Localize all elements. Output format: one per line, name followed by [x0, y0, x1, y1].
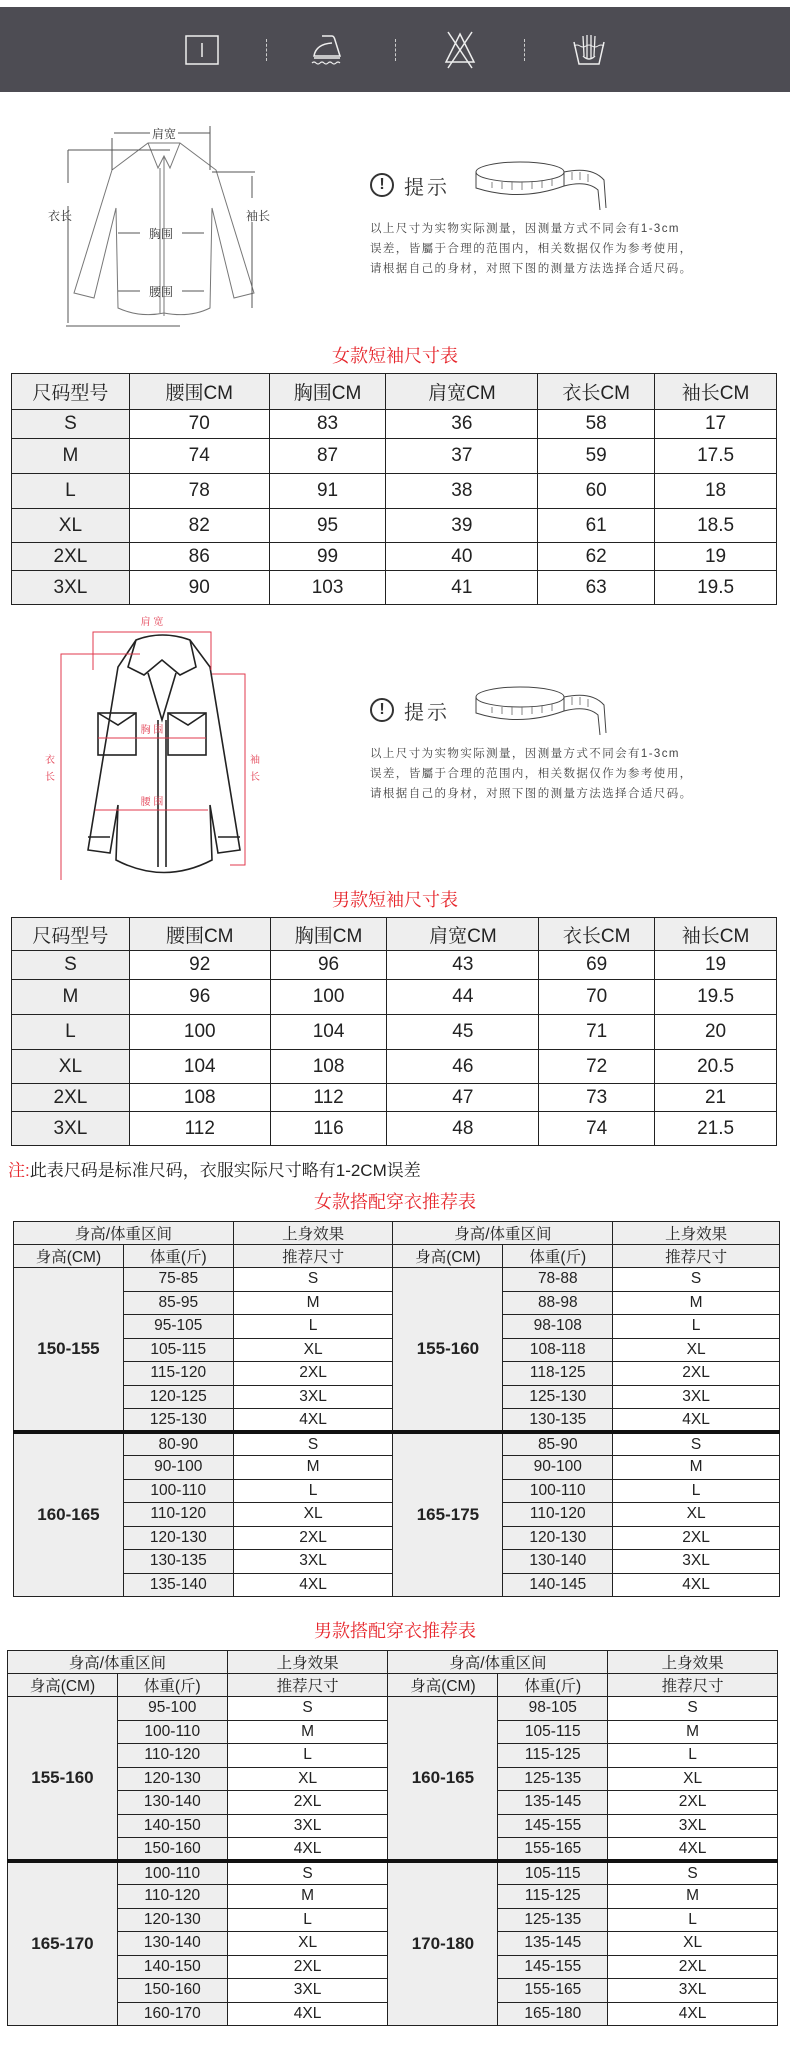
men-size-table	[11, 917, 777, 1146]
header-weight: 体重(斤)	[498, 1674, 608, 1697]
men-shirt-measure-diagram	[40, 605, 280, 880]
header-size: 推荐尺寸	[227, 1674, 388, 1697]
label-sleeve: 长	[250, 772, 260, 783]
header-height: 身高(CM)	[8, 1674, 118, 1697]
recommended-size: M	[227, 1885, 388, 1909]
col-header: 腰围CM	[129, 918, 270, 951]
table-row	[14, 1432, 780, 1456]
weight-range: 120-130	[117, 1767, 227, 1791]
recommended-size: 4XL	[233, 1409, 393, 1433]
header-range: 身高/体重区间	[393, 1222, 613, 1245]
care-symbols-bar	[0, 7, 790, 92]
men-rec-title: 男款搭配穿衣推荐表	[314, 1621, 476, 1641]
height-range: 150-155	[14, 1268, 124, 1433]
weight-range: 110-120	[117, 1885, 227, 1909]
label-sleeve: 袖	[250, 755, 260, 766]
tip-title: 提示	[404, 701, 450, 724]
weight-range: 75-85	[123, 1268, 233, 1292]
weight-range: 155-165	[498, 1979, 608, 2003]
recommended-size: 2XL	[613, 1526, 780, 1550]
weight-range: 135-140	[123, 1573, 233, 1597]
header-effect: 上身效果	[233, 1222, 393, 1245]
weight-range: 105-115	[123, 1338, 233, 1362]
hand-wash-icon	[559, 25, 619, 75]
table-row: 3XL 112 116 48 74 21.5	[12, 1112, 777, 1146]
header-range: 身高/体重区间	[14, 1222, 234, 1245]
weight-range: 135-145	[498, 1791, 608, 1815]
recommended-size: 4XL	[608, 2002, 778, 2026]
recommended-size: S	[233, 1432, 393, 1456]
height-range: 160-165	[14, 1432, 124, 1597]
tape-measure-icon	[472, 158, 612, 213]
weight-range: 145-155	[498, 1814, 608, 1838]
recommended-size: S	[233, 1268, 393, 1292]
weight-range: 145-155	[498, 1955, 608, 1979]
weight-range: 78-88	[503, 1268, 613, 1292]
weight-range: 140-150	[117, 1814, 227, 1838]
weight-range: 105-115	[498, 1861, 608, 1885]
height-range: 160-165	[388, 1697, 498, 1862]
recommended-size: 3XL	[608, 1814, 778, 1838]
weight-range: 100-110	[123, 1479, 233, 1503]
header-effect: 上身效果	[608, 1651, 778, 1674]
recommended-size: XL	[613, 1338, 780, 1362]
women-shirt-measure-diagram	[40, 108, 280, 328]
table-row: 2XL 108 112 47 73 21	[12, 1084, 777, 1112]
tip-line: 误差，皆屬于合理的范围内，相关数据仅作为参考使用，	[370, 768, 693, 780]
weight-range: 150-160	[117, 1838, 227, 1862]
header-weight: 体重(斤)	[123, 1245, 233, 1268]
weight-range: 110-120	[123, 1503, 233, 1527]
label-shoulder: 肩 宽	[140, 617, 164, 628]
header-height: 身高(CM)	[393, 1245, 503, 1268]
weight-range: 130-140	[503, 1550, 613, 1574]
height-range: 155-160	[8, 1697, 118, 1862]
recommended-size: M	[233, 1291, 393, 1315]
weight-range: 160-170	[117, 2002, 227, 2026]
size-note	[8, 1156, 421, 1181]
header-size: 推荐尺寸	[233, 1245, 393, 1268]
recommended-size: 4XL	[227, 2002, 388, 2026]
recommended-size: 2XL	[227, 1791, 388, 1815]
col-header: 尺码型号	[12, 374, 130, 410]
tip-line: 以上尺寸为实物实际测量，因测量方式不同会有1-3cm	[370, 748, 680, 760]
tip-title: 提示	[404, 176, 450, 199]
note-prefix: 注:	[8, 1161, 30, 1180]
recommended-size: M	[613, 1456, 780, 1480]
recommended-size: 3XL	[613, 1385, 780, 1409]
recommended-size: 3XL	[233, 1550, 393, 1574]
recommended-size: L	[613, 1315, 780, 1339]
men-size-title: 男款短袖尺寸表	[332, 890, 458, 910]
table-row: L 78 91 38 60 18	[12, 474, 777, 509]
header-size: 推荐尺寸	[613, 1245, 780, 1268]
col-header: 腰围CM	[129, 374, 269, 410]
recommended-size: 2XL	[613, 1362, 780, 1386]
tip-line: 误差，皆屬于合理的范围内，相关数据仅作为参考使用，	[370, 243, 693, 255]
recommended-size: S	[608, 1861, 778, 1885]
header-effect: 上身效果	[227, 1651, 388, 1674]
table-row: M 74 87 37 59 17.5	[12, 439, 777, 474]
table-row	[8, 1861, 778, 1885]
recommended-size: XL	[613, 1503, 780, 1527]
women-recommendation-table	[13, 1221, 780, 1597]
label-shoulder: 肩宽	[151, 127, 177, 141]
recommended-size: L	[233, 1479, 393, 1503]
recommended-size: 2XL	[608, 1791, 778, 1815]
recommended-size: XL	[233, 1503, 393, 1527]
label-sleeve: 袖长	[245, 209, 271, 223]
separator	[266, 39, 267, 61]
weight-range: 90-100	[503, 1456, 613, 1480]
no-bleach-icon	[430, 25, 490, 75]
weight-range: 140-145	[503, 1573, 613, 1597]
header-weight: 体重(斤)	[503, 1245, 613, 1268]
recommended-size: M	[608, 1720, 778, 1744]
recommended-size: 4XL	[608, 1838, 778, 1862]
weight-range: 120-130	[123, 1526, 233, 1550]
tip-line: 请根据自己的身材，对照下图的测量方法选择合适尺码。	[370, 788, 693, 800]
height-range: 165-170	[8, 1861, 118, 2026]
recommended-size: L	[227, 1744, 388, 1768]
header-range: 身高/体重区间	[8, 1651, 228, 1674]
weight-range: 135-145	[498, 1932, 608, 1956]
height-range: 155-160	[393, 1268, 503, 1433]
recommended-size: 2XL	[233, 1362, 393, 1386]
table-row: S 70 83 36 58 17	[12, 410, 777, 439]
weight-range: 118-125	[503, 1362, 613, 1386]
weight-range: 130-140	[117, 1932, 227, 1956]
weight-range: 85-90	[503, 1432, 613, 1456]
iron-low-icon	[301, 25, 361, 75]
weight-range: 165-180	[498, 2002, 608, 2026]
label-waist: 腰围	[148, 285, 174, 299]
measurement-tip	[370, 680, 770, 804]
recommended-size: L	[227, 1908, 388, 1932]
separator	[524, 39, 525, 61]
height-range: 165-175	[393, 1432, 503, 1597]
exclamation-icon: !	[370, 173, 394, 197]
recommended-size: L	[233, 1315, 393, 1339]
measurement-tip	[370, 155, 770, 279]
col-header: 尺码型号	[12, 918, 130, 951]
header-size: 推荐尺寸	[608, 1674, 778, 1697]
tip-line: 以上尺寸为实物实际测量，因测量方式不同会有1-3cm	[370, 223, 680, 235]
col-header: 衣长CM	[539, 918, 655, 951]
label-waist: 腰 围	[140, 797, 164, 808]
recommended-size: L	[608, 1744, 778, 1768]
note-text: 此表尺码是标准尺码，衣服实际尺寸略有1-2CM误差	[29, 1161, 421, 1180]
table-row: XL 82 95 39 61 18.5	[12, 509, 777, 543]
weight-range: 130-140	[117, 1791, 227, 1815]
recommended-size: 3XL	[613, 1550, 780, 1574]
recommended-size: 3XL	[227, 1814, 388, 1838]
table-row: 2XL 86 99 40 62 19	[12, 543, 777, 571]
col-header: 胸围CM	[269, 374, 386, 410]
recommended-size: M	[613, 1291, 780, 1315]
men-recommendation-table	[7, 1650, 778, 2026]
recommended-size: XL	[233, 1338, 393, 1362]
table-row: M 96 100 44 70 19.5	[12, 980, 777, 1015]
recommended-size: M	[233, 1456, 393, 1480]
col-header: 袖长CM	[655, 918, 777, 951]
weight-range: 100-110	[117, 1720, 227, 1744]
recommended-size: XL	[227, 1932, 388, 1956]
weight-range: 120-125	[123, 1385, 233, 1409]
weight-range: 98-105	[498, 1697, 608, 1721]
recommended-size: 4XL	[233, 1573, 393, 1597]
recommended-size: S	[613, 1432, 780, 1456]
recommended-size: 2XL	[233, 1526, 393, 1550]
recommended-size: XL	[608, 1932, 778, 1956]
header-effect: 上身效果	[613, 1222, 780, 1245]
recommended-size: 4XL	[613, 1573, 780, 1597]
weight-range: 85-95	[123, 1291, 233, 1315]
weight-range: 105-115	[498, 1720, 608, 1744]
recommended-size: 3XL	[227, 1979, 388, 2003]
tip-line: 请根据自己的身材，对照下图的测量方法选择合适尺码。	[370, 263, 693, 275]
weight-range: 88-98	[503, 1291, 613, 1315]
recommended-size: S	[608, 1697, 778, 1721]
weight-range: 115-120	[123, 1362, 233, 1386]
header-height: 身高(CM)	[14, 1245, 124, 1268]
weight-range: 120-130	[117, 1908, 227, 1932]
label-length: 衣长	[47, 209, 73, 223]
weight-range: 90-100	[123, 1456, 233, 1480]
header-height: 身高(CM)	[388, 1674, 498, 1697]
recommended-size: 2XL	[608, 1955, 778, 1979]
recommended-size: M	[227, 1720, 388, 1744]
table-row	[14, 1268, 780, 1292]
label-length: 衣	[45, 755, 55, 766]
label-chest: 胸 围	[140, 725, 164, 736]
weight-range: 130-135	[503, 1409, 613, 1433]
recommended-size: XL	[227, 1767, 388, 1791]
col-header: 胸围CM	[270, 918, 387, 951]
recommended-size: XL	[608, 1767, 778, 1791]
recommended-size: 3XL	[233, 1385, 393, 1409]
weight-range: 125-135	[498, 1908, 608, 1932]
women-size-title: 女款短袖尺寸表	[332, 346, 458, 366]
weight-range: 100-110	[503, 1479, 613, 1503]
col-header: 肩宽CM	[387, 918, 539, 951]
weight-range: 120-130	[503, 1526, 613, 1550]
women-rec-title: 女款搭配穿衣推荐表	[314, 1192, 476, 1212]
weight-range: 115-125	[498, 1744, 608, 1768]
header-weight: 体重(斤)	[117, 1674, 227, 1697]
label-length: 长	[45, 772, 55, 783]
recommended-size: S	[227, 1697, 388, 1721]
weight-range: 150-160	[117, 1979, 227, 2003]
recommended-size: L	[608, 1908, 778, 1932]
weight-range: 98-108	[503, 1315, 613, 1339]
col-header: 衣长CM	[538, 374, 655, 410]
recommended-size: S	[613, 1268, 780, 1292]
table-row	[8, 1697, 778, 1721]
weight-range: 100-110	[117, 1861, 227, 1885]
recommended-size: 2XL	[227, 1955, 388, 1979]
weight-range: 155-165	[498, 1838, 608, 1862]
weight-range: 110-120	[503, 1503, 613, 1527]
label-chest: 胸围	[148, 227, 174, 241]
recommended-size: L	[613, 1479, 780, 1503]
tumble-dry-icon	[172, 25, 232, 75]
weight-range: 95-105	[123, 1315, 233, 1339]
table-row: L 100 104 45 71 20	[12, 1015, 777, 1050]
header-range: 身高/体重区间	[388, 1651, 608, 1674]
separator	[395, 39, 396, 61]
weight-range: 108-118	[503, 1338, 613, 1362]
weight-range: 115-125	[498, 1885, 608, 1909]
recommended-size: 4XL	[613, 1409, 780, 1433]
recommended-size: 4XL	[227, 1838, 388, 1862]
women-size-table	[11, 373, 777, 605]
recommended-size: 3XL	[608, 1979, 778, 2003]
weight-range: 125-130	[123, 1409, 233, 1433]
weight-range: 125-130	[503, 1385, 613, 1409]
weight-range: 125-135	[498, 1767, 608, 1791]
weight-range: 130-135	[123, 1550, 233, 1574]
weight-range: 80-90	[123, 1432, 233, 1456]
recommended-size: S	[227, 1861, 388, 1885]
table-row: XL 104 108 46 72 20.5	[12, 1050, 777, 1084]
height-range: 170-180	[388, 1861, 498, 2026]
exclamation-icon: !	[370, 698, 394, 722]
weight-range: 110-120	[117, 1744, 227, 1768]
table-row: S 92 96 43 69 19	[12, 951, 777, 980]
col-header: 肩宽CM	[386, 374, 538, 410]
weight-range: 95-100	[117, 1697, 227, 1721]
col-header: 袖长CM	[655, 374, 777, 410]
recommended-size: M	[608, 1885, 778, 1909]
weight-range: 140-150	[117, 1955, 227, 1979]
table-row: 3XL 90 103 41 63 19.5	[12, 571, 777, 605]
tape-measure-icon	[472, 683, 612, 738]
